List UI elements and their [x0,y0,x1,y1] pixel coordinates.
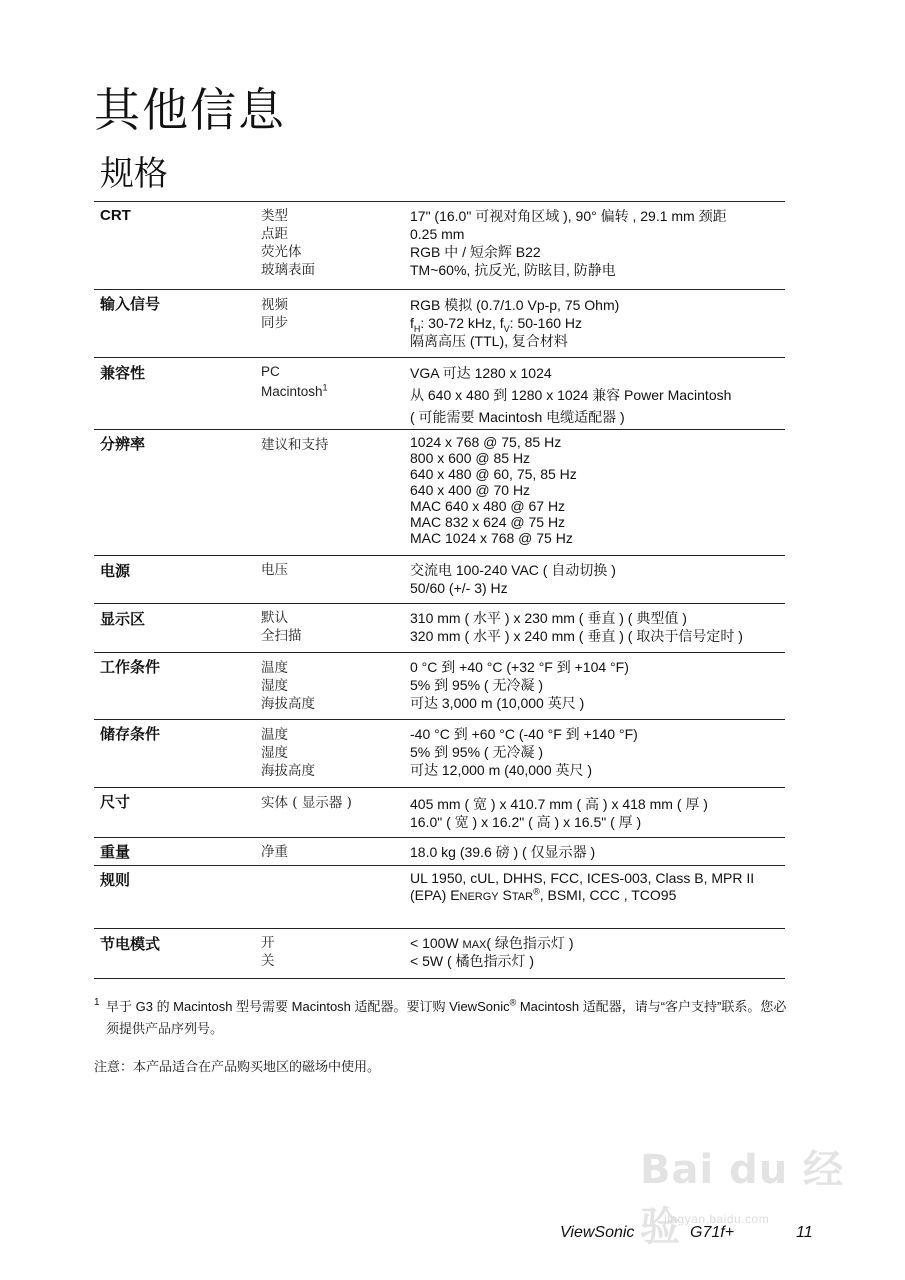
spec-subcategory: 默认 [261,610,288,626]
spec-values [410,207,790,279]
spec-values [410,843,790,861]
spec-category: CRT [100,207,131,224]
spec-values [410,561,790,597]
watermark-logo-text: Bai du 经验 [640,1147,845,1250]
spec-value: MAC 832 x 624 @ 75 Hz [410,514,566,530]
spec-values [410,725,790,779]
footnote-marker: 1 [94,997,100,1008]
spec-subcategory: 关 [261,953,275,969]
spec-values [410,433,790,545]
spec-value: 16.0" ( 宽 ) x 16.2" ( 高 ) x 16.5" ( 厚 ) [410,814,642,830]
footnote-text: 早于 G3 的 Macintosh 型号需要 Macintosh 适配器。要订购 ViewSonic® Macintosh 适配器，请与“客户支持”联系。您必须提供产品序列号。 [106,997,787,1036]
spec-value: VGA 可达 1280 x 1024 [410,365,552,381]
spec-category: 规则 [100,872,131,889]
spec-subcategory: 点距 [261,226,288,242]
spec-category: 工作条件 [100,659,161,676]
spec-subcategory: Macintosh$^1$ [261,382,328,399]
spec-subcategories [261,296,411,332]
page-number: 11 [796,1224,813,1241]
spec-row [94,201,785,289]
spec-subcategories [261,436,411,454]
spec-value: RGB 模拟 (0.7/1.0 Vp-p, 75 Ohm) [410,297,620,313]
spec-subcategories [261,561,411,579]
spec-values [410,795,790,831]
spec-category: 分辨率 [100,436,146,453]
page-title: 其他信息 [94,84,286,136]
spec-value: 310 mm ( 水平 ) x 230 mm ( 垂直 ) ( 典型值 ) [410,610,687,626]
spec-values [410,609,790,645]
spec-subcategory: 玻璃表面 [261,262,315,278]
spec-subcategory: 湿度 [261,745,288,761]
spec-subcategory: 视频 [261,297,288,313]
spec-value: ( 可能需要 Macintosh 电缆适配器 ) [410,409,625,425]
spec-subcategories [261,363,411,401]
spec-subcategories [261,659,411,713]
spec-subcategory: 温度 [261,660,288,676]
spec-subcategories [261,609,411,645]
spec-row [94,603,785,652]
spec-row [94,652,785,719]
spec-value: 0 °C 到 +40 °C (+32 °F 到 +104 °F) [410,659,629,675]
spec-value: (EPA) ENERGY STAR®, BSMI, CCC , TCO95 [410,886,677,903]
spec-row [94,787,785,837]
spec-value: -40 °C 到 +60 °C (-40 °F 到 +140 °F) [410,726,638,742]
spec-values [410,658,790,712]
spec-subcategory: 建议和支持 [261,437,329,453]
spec-row [94,928,785,979]
spec-values [410,296,790,350]
spec-row [94,837,785,865]
spec-value: 640 x 480 @ 60, 75, 85 Hz [410,466,577,482]
spec-subcategory: 海拔高度 [261,696,315,712]
spec-subcategory: PC [261,364,280,379]
spec-category: 重量 [100,844,131,861]
spec-subcategory: 实体 ( 显示器 ) [261,795,352,811]
spec-subcategory: 类型 [261,208,288,224]
footnote [94,996,794,1040]
spec-category: 兼容性 [100,365,146,382]
spec-row [94,289,785,357]
spec-value: RGB 中 / 短余辉 B22 [410,244,541,260]
spec-subcategory: 湿度 [261,678,288,694]
spec-value: 5% 到 95% ( 无冷凝 ) [410,744,544,760]
spec-value: 可达 12,000 m (40,000 英尺 ) [410,762,593,778]
spec-value: 隔离高压 (TTL), 复合材料 [410,333,568,349]
spec-row [94,429,785,555]
spec-category: 输入信号 [100,296,161,313]
spec-value: 640 x 400 @ 70 Hz [410,482,531,498]
spec-row [94,357,785,429]
spec-subcategory: 全扫描 [261,628,302,644]
spec-subcategory: 净重 [261,844,288,860]
spec-subcategory: 荧光体 [261,244,302,260]
spec-subcategories [261,726,411,780]
spec-values [410,869,790,903]
spec-value: MAC 640 x 480 @ 67 Hz [410,498,566,514]
spec-subcategories [261,207,411,279]
spec-category: 显示区 [100,611,146,628]
spec-table [94,201,785,979]
spec-subcategories [261,843,411,861]
spec-value: 18.0 kg (39.6 磅 ) ( 仅显示器 ) [410,844,596,860]
spec-subcategory: 电压 [261,562,288,578]
spec-value: 320 mm ( 水平 ) x 240 mm ( 垂直 ) ( 取决于信号定时 ) [410,628,743,644]
spec-subcategory: 海拔高度 [261,763,315,779]
spec-subcategory: 同步 [261,315,288,331]
spec-value: 17" (16.0" 可视对角区域 ), 90° 偏转 , 29.1 mm 颈距 [410,208,727,224]
section-title: 规格 [100,155,168,193]
spec-values [410,364,790,426]
spec-row [94,865,785,928]
spec-value: 从 640 x 480 到 1280 x 1024 兼容 Power Macintosh [410,387,732,403]
spec-subcategory: 温度 [261,727,288,743]
spec-value: UL 1950, cUL, DHHS, FCC, ICES-003, Class B, MPR II [410,870,755,886]
spec-value: TM~60%, 抗反光, 防眩目, 防静电 [410,262,616,278]
spec-category: 尺寸 [100,794,131,811]
spec-value: < 5W ( 橘色指示灯 ) [410,953,535,969]
spec-subcategories [261,794,411,812]
spec-value: 0.25 mm [410,226,465,242]
spec-value: 5% 到 95% ( 无冷凝 ) [410,677,544,693]
spec-row [94,719,785,787]
spec-value: 可达 3,000 m (10,000 英尺 ) [410,695,585,711]
usage-note: 注意：本产品适合在产品购买地区的磁场中使用。 [94,1060,381,1075]
spec-value: MAC 1024 x 768 @ 75 Hz [410,530,573,546]
footer-model: G71f+ [690,1224,735,1241]
spec-value: 交流电 100-240 VAC ( 自动切换 ) [410,562,616,578]
watermark-url: jingyan.baidu.com [664,1212,770,1226]
spec-category: 电源 [100,563,131,580]
footer-brand: ViewSonic [560,1224,635,1241]
spec-values [410,934,790,970]
spec-row [94,555,785,603]
spec-value: 405 mm ( 宽 ) x 410.7 mm ( 高 ) x 418 mm ( 厚 ) [410,796,708,812]
spec-value: 50/60 (+/- 3) Hz [410,580,508,596]
spec-value: $f_H$: 30-72 kHz, $f_V$: 50-160 Hz [410,315,583,334]
spec-category: 节电模式 [100,936,161,953]
spec-subcategories [261,934,411,970]
baidu-watermark [640,1138,870,1250]
spec-value: 1024 x 768 @ 75, 85 Hz [410,434,562,450]
spec-category: 储存条件 [100,726,161,743]
spec-subcategory: 开 [261,935,275,951]
spec-value: < 100W MAX( 绿色指示灯 ) [410,935,574,951]
spec-value: 800 x 600 @ 85 Hz [410,450,531,466]
